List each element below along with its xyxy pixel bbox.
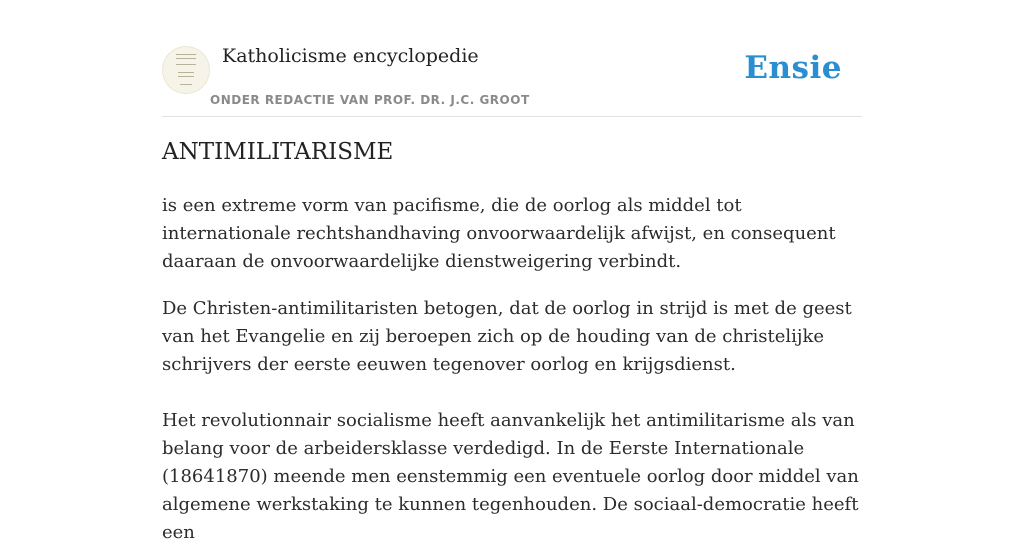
article-title: ANTIMILITARISME (162, 139, 394, 165)
book-cover-thumbnail[interactable] (162, 46, 210, 94)
ensie-logo[interactable]: Ensie (744, 50, 842, 86)
article-paragraph: Het revolutionnair socialisme heeft aanvankelijk het antimilitarisme als van belang voor de arbeidersklasse verdedigd. In de Eerste Internationale (18641870) meende men eenstemmig een eventuele oorlog door middel van algemene werkstaking te kunnen tegenhouden. De sociaal-democratie heeft een (162, 410, 859, 543)
book-title[interactable]: Katholicisme encyclopedie (222, 45, 479, 67)
article-paragraph: De Christen-antimilitaristen betogen, dat de oorlog in strijd is met de geest van het Evangelie en zij beroepen zich op de houding van de christelijke schrijvers der eerste eeuwen tegenover oorlog en krijgsdienst. (162, 298, 852, 375)
book-subtitle: ONDER REDACTIE VAN PROF. DR. J.C. GROOT (210, 93, 530, 107)
article-body (162, 192, 862, 547)
article-paragraph: is een extreme vorm van pacifisme, die de oorlog als middel tot internationale rechtshandhaving onvoorwaardelijk afwijst, en consequent daaraan de onvoorwaardelijke dienstweigering verbindt. (162, 195, 836, 272)
content-container (162, 0, 862, 543)
header (162, 0, 862, 117)
